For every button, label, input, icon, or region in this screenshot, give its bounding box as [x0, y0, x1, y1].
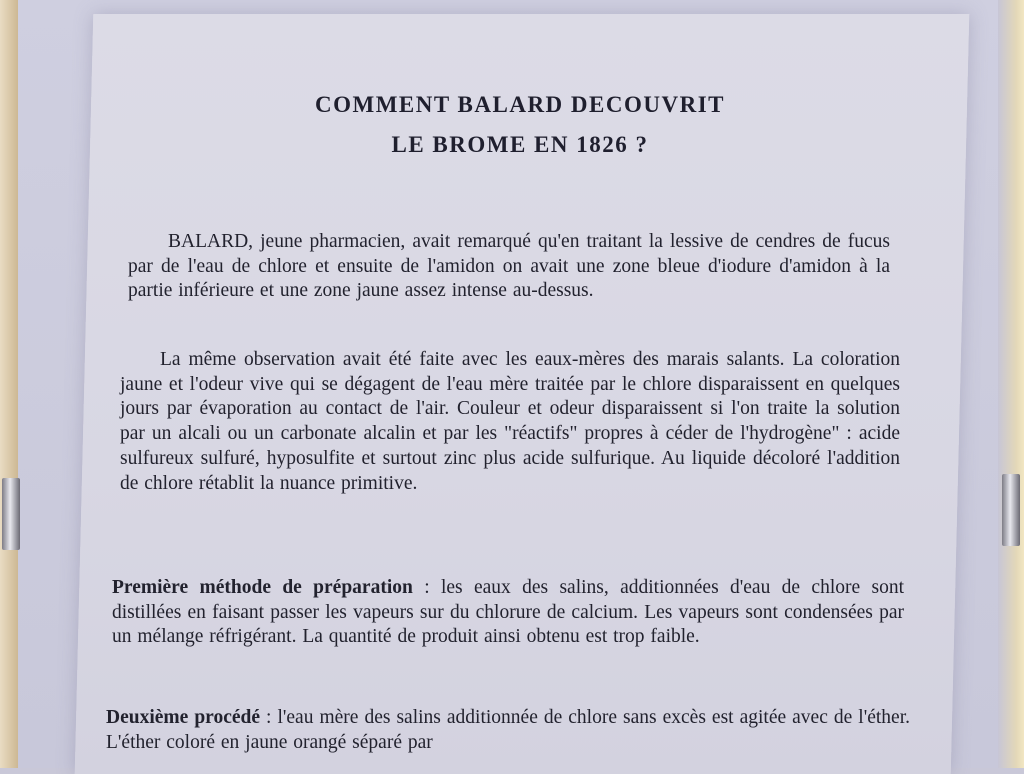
section-1-body: : les eaux des salins, additionnées d'eau de chlore sont distillées en faisant passer les vapeurs sur du chlorure de calcium. Les vapeurs sont condensées par un mélange réfrigérant. La quantité de produit ainsi obtenu est trop faible.: [112, 577, 904, 648]
section-1-heading: Première méthode de préparation: [112, 577, 413, 598]
title-line-2: LE BROME EN 1826 ?: [391, 132, 649, 157]
paragraph-2: La même observation avait été faite avec les eaux-mères des marais salants. La coloration jaune et l'odeur vive qui se dégagent de l'eau mère traitée par le chlore disparaissent en quelques jours par évaporation au contact de l'air. Couleur et odeur disparaissent si l'on traite la solution par un alcali ou un carbonate alcalin et par les "réactifs" propres à céder de l'hydrogène" : acide sulfureux sulfuré, hyposulfite et surtout zinc plus acide sulfurique. Au liquide décoloré l'addition de chlore rétablit la nuance primitive.: [120, 349, 900, 494]
section-1: [112, 576, 904, 650]
right-clip: [1002, 474, 1020, 546]
paragraph-1: BALARD, jeune pharmacien, avait remarqué qu'en traitant la lessive de cendres de fucus par de l'eau de chlore et ensuite de l'amidon on avait une zone bleue d'iodure d'amidon à la partie inférieure et une zone jaune assez intense au-dessus.: [128, 231, 890, 302]
section-2: [106, 706, 910, 755]
left-clip: [2, 478, 20, 550]
section-2-body: : l'eau mère des salins additionnée de chlore sans excès est agitée avec de l'éther. L'éther coloré en jaune orangé séparé par: [106, 707, 910, 753]
section-2-heading: Deuxième procédé: [106, 707, 261, 728]
title-line-1: COMMENT BALARD DECOUVRIT: [315, 92, 725, 117]
wall-right: [998, 0, 1024, 768]
